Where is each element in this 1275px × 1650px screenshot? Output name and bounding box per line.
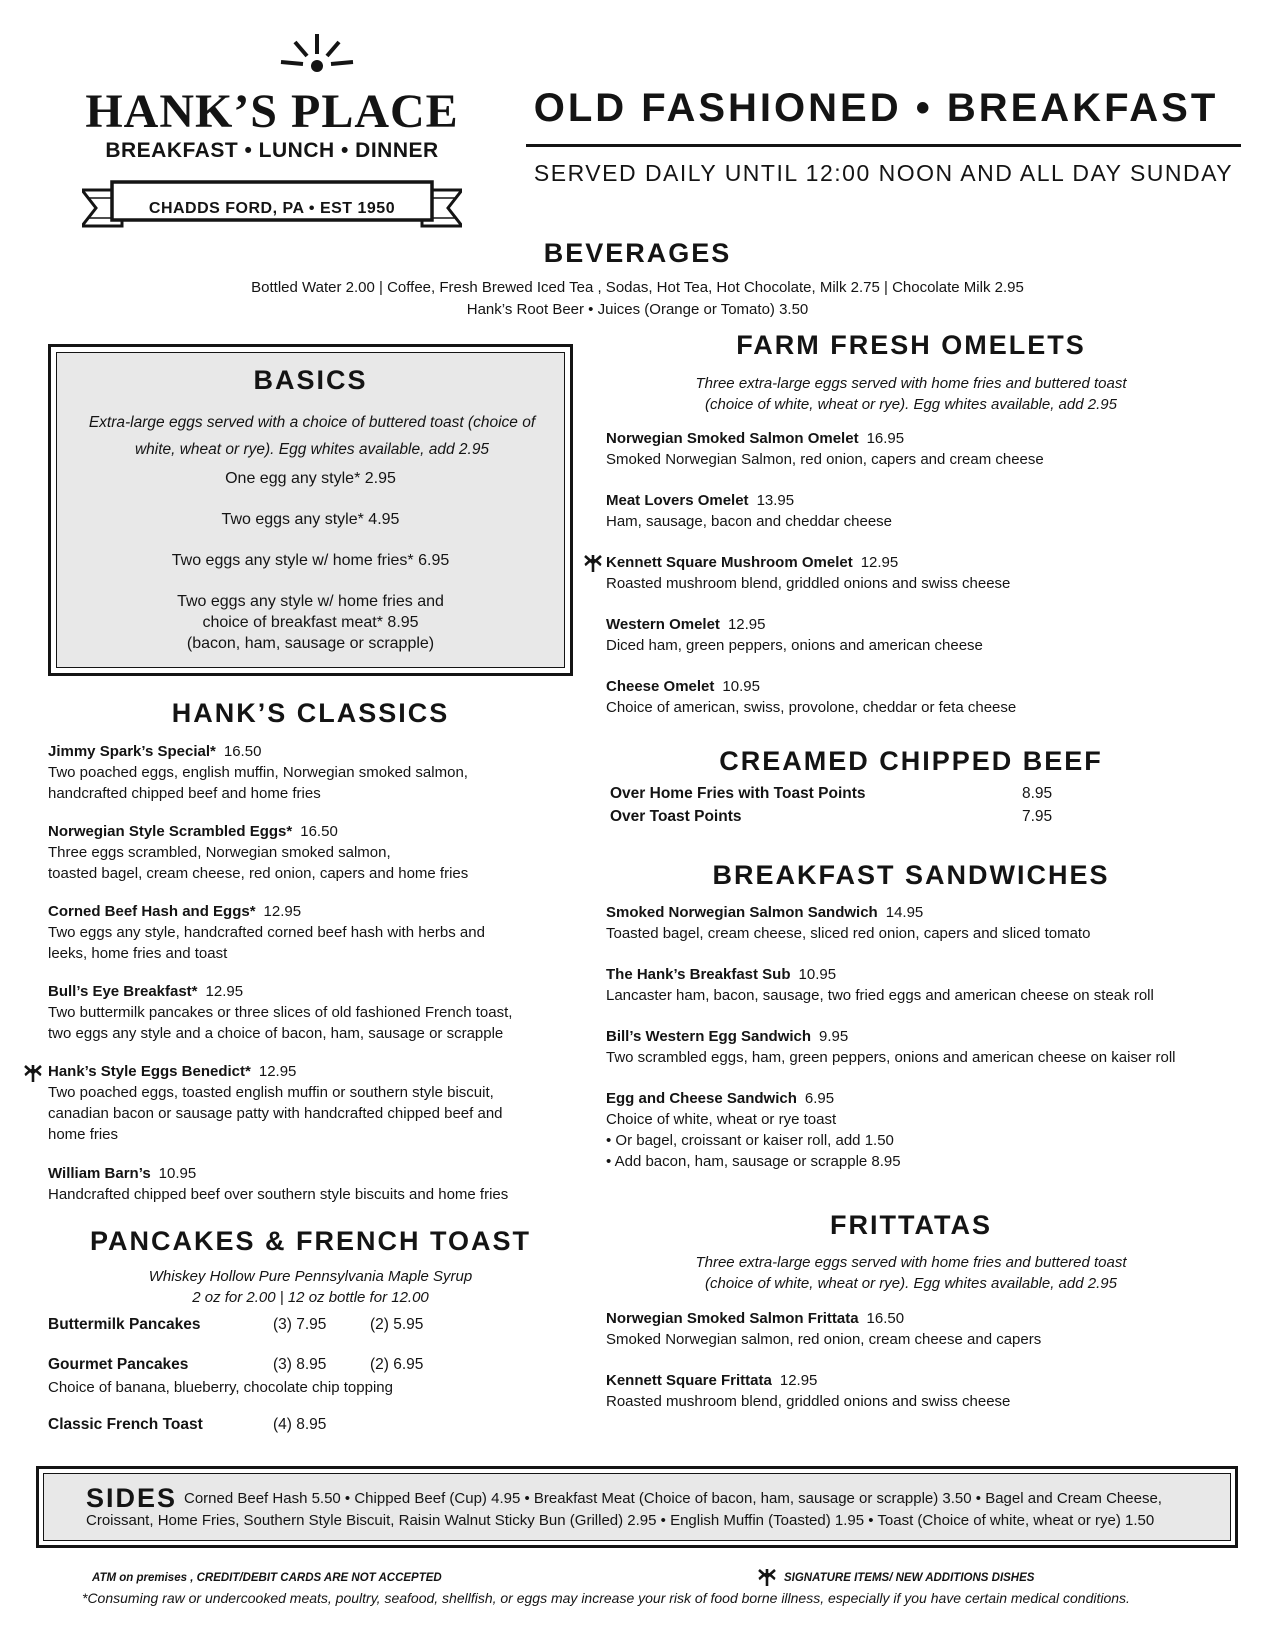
basics-item: Two eggs any style* 4.95 bbox=[221, 511, 400, 528]
pancakes-heading: PANCAKES & FRENCH TOAST bbox=[89, 1226, 532, 1256]
item-name: Jimmy Spark’s Special* bbox=[48, 743, 216, 760]
item-description: Ham, sausage, bacon and cheddar cheese bbox=[606, 513, 893, 530]
frittatas-note: (choice of white, wheat or rye). Egg whites available, add 2.95 bbox=[705, 1275, 1117, 1292]
item-price: 10.95 bbox=[722, 678, 760, 695]
basics-item: Two eggs any style w/ home fries and bbox=[177, 593, 444, 610]
basics-item: One egg any style* 2.95 bbox=[225, 470, 396, 487]
item-name: The Hank’s Breakfast Sub bbox=[606, 966, 791, 983]
item-name: Norwegian Style Scrambled Eggs* bbox=[48, 823, 293, 840]
menu-item bbox=[606, 1026, 1266, 1068]
item-name: Over Home Fries with Toast Points bbox=[610, 785, 866, 802]
sun-rays-icon bbox=[277, 32, 357, 77]
item-description: Smoked Norwegian Salmon, red onion, capers and cream cheese bbox=[606, 451, 1044, 468]
item-name: Norwegian Smoked Salmon Frittata bbox=[606, 1310, 859, 1327]
beverages-line-1: Bottled Water 2.00 | Coffee, Fresh Brewed Iced Tea , Sodas, Hot Tea, Hot Chocolate, Milk 2.75 | Chocolate Milk 2.95 bbox=[251, 279, 1024, 296]
beverages-line-2: Hank’s Root Beer • Juices (Orange or Tomato) 3.50 bbox=[466, 301, 809, 318]
menu-item bbox=[48, 1163, 588, 1205]
item-price: 9.95 bbox=[819, 1028, 849, 1045]
signature-item-icon bbox=[756, 1566, 778, 1588]
item-price: (2) 5.95 bbox=[370, 1316, 424, 1333]
classics-heading: HANK’S CLASSICS bbox=[171, 698, 450, 728]
signature-item-icon bbox=[582, 552, 604, 574]
item-price: 10.95 bbox=[798, 966, 837, 983]
item-description: home fries bbox=[48, 1126, 119, 1143]
item-description: two eggs any style and a choice of bacon, ham, sausage or scrapple bbox=[48, 1025, 504, 1042]
item-description: Lancaster ham, bacon, sausage, two fried eggs and american cheese on steak roll bbox=[606, 987, 1154, 1004]
item-description: canadian bacon or sausage patty with handcrafted chipped beef and bbox=[48, 1105, 503, 1122]
item-price: (2) 6.95 bbox=[370, 1356, 424, 1373]
omelets-note: (choice of white, wheat or rye). Egg whites available, add 2.95 bbox=[705, 396, 1117, 413]
item-description: Toasted bagel, cream cheese, sliced red onion, capers and sliced tomato bbox=[606, 925, 1091, 942]
item-price: 12.95 bbox=[258, 1063, 297, 1080]
menu-item bbox=[48, 821, 578, 884]
item-name: Cheese Omelet bbox=[606, 678, 715, 695]
item-description: Roasted mushroom blend, griddled onions and swiss cheese bbox=[606, 575, 1011, 592]
item-name: Buttermilk Pancakes bbox=[48, 1316, 201, 1333]
menu-item bbox=[606, 428, 1246, 470]
creamed-row bbox=[610, 808, 1070, 826]
menu-item bbox=[606, 964, 1256, 1006]
menu-item bbox=[606, 676, 1246, 718]
menu-item bbox=[606, 902, 1256, 944]
pancake-row bbox=[48, 1356, 588, 1374]
item-price: 12.95 bbox=[779, 1372, 818, 1389]
page-title: OLD FASHIONED • BREAKFAST bbox=[533, 86, 1219, 130]
item-price: 16.50 bbox=[223, 743, 262, 760]
omelets-note: Three extra-large eggs served with home fries and buttered toast bbox=[695, 375, 1127, 392]
logo-location: CHADDS FORD, PA • EST 1950 bbox=[148, 200, 396, 217]
item-price: 12.95 bbox=[727, 616, 766, 633]
item-description: Choice of banana, blueberry, chocolate chip topping bbox=[48, 1379, 393, 1396]
item-name: Western Omelet bbox=[606, 616, 720, 633]
basics-item-note: (bacon, ham, sausage or scrapple) bbox=[186, 635, 435, 652]
header-divider bbox=[526, 144, 1241, 147]
sandwiches-heading: BREAKFAST SANDWICHES bbox=[712, 860, 1110, 890]
frittatas-heading: FRITTATAS bbox=[830, 1210, 992, 1240]
sides-line-2: Croissant, Home Fries, Southern Style Biscuit, Raisin Walnut Sticky Bun (Grilled) 2.95 • English Muffin (Toasted) 1.95 • Toast (Choice of white, wheat or rye) 1.50 bbox=[86, 1512, 1155, 1529]
item-description: Handcrafted chipped beef over southern style biscuits and home fries bbox=[48, 1186, 509, 1203]
item-description: Choice of american, swiss, provolone, cheddar or feta cheese bbox=[606, 699, 1017, 716]
item-name: Smoked Norwegian Salmon Sandwich bbox=[606, 904, 878, 921]
item-description: Smoked Norwegian salmon, red onion, cream cheese and capers bbox=[606, 1331, 1042, 1348]
item-description: Choice of white, wheat or rye toast bbox=[606, 1111, 837, 1128]
item-description: toasted bagel, cream cheese, red onion, capers and home fries bbox=[48, 865, 469, 882]
basics-heading: BASICS bbox=[253, 365, 368, 395]
item-name: Kennett Square Frittata bbox=[606, 1372, 772, 1389]
logo-meals: BREAKFAST • LUNCH • DINNER bbox=[105, 139, 439, 162]
item-name: Hank’s Style Eggs Benedict* bbox=[48, 1063, 251, 1080]
frittatas-note: Three extra-large eggs served with home fries and buttered toast bbox=[695, 1254, 1127, 1271]
item-name: William Barn’s bbox=[48, 1165, 151, 1182]
hanks-place-logo bbox=[62, 32, 482, 217]
item-name: Norwegian Smoked Salmon Omelet bbox=[606, 430, 859, 447]
item-description: leeks, home fries and toast bbox=[48, 945, 228, 962]
item-description: Diced ham, green peppers, onions and american cheese bbox=[606, 637, 983, 654]
atm-note: ATM on premises , CREDIT/DEBIT CARDS ARE NOT ACCEPTED bbox=[92, 1572, 442, 1584]
menu-item bbox=[606, 1308, 1256, 1350]
item-description: • Add bacon, ham, sausage or scrapple 8.95 bbox=[606, 1153, 901, 1170]
item-price: 16.95 bbox=[866, 430, 905, 447]
sides-heading: SIDES bbox=[86, 1483, 178, 1513]
menu-item bbox=[48, 1061, 578, 1145]
item-description: Two buttermilk pancakes or three slices of old fashioned French toast, bbox=[48, 1004, 513, 1021]
beverages-heading: BEVERAGES bbox=[543, 238, 732, 268]
sides-line-1: Corned Beef Hash 5.50 • Chipped Beef (Cup) 4.95 • Breakfast Meat (Choice of bacon, ham, sausage or scrapple) 3.50 • Bagel and Cream Cheese, bbox=[184, 1490, 1162, 1507]
sides-box bbox=[36, 1466, 1238, 1548]
signature-legend: SIGNATURE ITEMS/ NEW ADDITIONS DISHES bbox=[784, 1572, 1035, 1584]
item-price: 16.50 bbox=[300, 823, 338, 840]
item-price: (3) 7.95 bbox=[273, 1316, 327, 1333]
item-description: Two eggs any style, handcrafted corned beef hash with herbs and bbox=[48, 924, 485, 941]
menu-item bbox=[48, 901, 578, 964]
creamed-row bbox=[610, 785, 1070, 803]
item-price: 7.95 bbox=[1022, 808, 1053, 825]
item-name: Kennett Square Mushroom Omelet bbox=[606, 554, 853, 571]
menu-item bbox=[48, 981, 578, 1044]
menu-item bbox=[606, 614, 1246, 656]
basics-item: choice of breakfast meat* 8.95 bbox=[202, 614, 419, 631]
item-description: Two poached eggs, toasted english muffin or southern style biscuit, bbox=[48, 1084, 494, 1101]
pancake-row bbox=[48, 1316, 588, 1334]
menu-item bbox=[606, 552, 1246, 594]
item-name: Bull’s Eye Breakfast* bbox=[48, 983, 198, 1000]
item-price: 12.95 bbox=[205, 983, 244, 1000]
menu-item bbox=[606, 490, 1246, 532]
menu-item bbox=[606, 1370, 1256, 1412]
item-description: • Or bagel, croissant or kaiser roll, add 1.50 bbox=[606, 1132, 894, 1149]
item-description: Two poached eggs, english muffin, Norwegian smoked salmon, bbox=[48, 764, 468, 781]
signature-item-icon bbox=[22, 1062, 44, 1084]
item-price: (3) 8.95 bbox=[273, 1356, 327, 1373]
item-description: Roasted mushroom blend, griddled onions and swiss cheese bbox=[606, 1393, 1011, 1410]
item-name: Over Toast Points bbox=[610, 808, 742, 825]
page-subtitle: SERVED DAILY UNTIL 12:00 NOON AND ALL DAY SUNDAY bbox=[533, 160, 1234, 186]
food-safety-warning: *Consuming raw or undercooked meats, poultry, seafood, shellfish, or eggs may increase your risk of food borne illness, especially if you have certain medical conditions. bbox=[82, 1590, 1130, 1606]
item-description: Three eggs scrambled, Norwegian smoked salmon, bbox=[48, 844, 391, 861]
item-price: 10.95 bbox=[158, 1165, 197, 1182]
creamed-beef-heading: CREAMED CHIPPED BEEF bbox=[719, 746, 1103, 776]
item-name: Egg and Cheese Sandwich bbox=[606, 1090, 797, 1107]
item-price: 12.95 bbox=[263, 903, 302, 920]
basics-description: Extra-large eggs served with a choice of buttered toast (choice of white, wheat or rye). Egg whites available, add 2.95 bbox=[88, 414, 536, 458]
item-name: Meat Lovers Omelet bbox=[606, 492, 749, 509]
item-name: Classic French Toast bbox=[48, 1416, 203, 1433]
item-price: 6.95 bbox=[804, 1090, 835, 1107]
item-description: Two scrambled eggs, ham, green peppers, onions and american cheese on kaiser roll bbox=[606, 1049, 1176, 1066]
item-price: 14.95 bbox=[885, 904, 924, 921]
omelets-heading: FARM FRESH OMELETS bbox=[736, 330, 1086, 360]
pancakes-note: 2 oz for 2.00 | 12 oz bottle for 12.00 bbox=[192, 1289, 429, 1306]
item-price: 13.95 bbox=[756, 492, 795, 509]
item-price: (4) 8.95 bbox=[273, 1416, 327, 1433]
item-price: 8.95 bbox=[1022, 785, 1053, 802]
menu-item bbox=[48, 741, 578, 804]
menu-item bbox=[606, 1088, 1256, 1172]
item-name: Bill’s Western Egg Sandwich bbox=[606, 1028, 812, 1045]
basics-box bbox=[48, 344, 573, 676]
item-description: handcrafted chipped beef and home fries bbox=[48, 785, 321, 802]
logo-name: HANK’S PLACE bbox=[85, 85, 459, 138]
item-price: 12.95 bbox=[860, 554, 899, 571]
item-name: Gourmet Pancakes bbox=[48, 1356, 189, 1373]
item-price: 16.50 bbox=[866, 1310, 905, 1327]
basics-item: Two eggs any style w/ home fries* 6.95 bbox=[171, 552, 450, 569]
pancakes-note: Whiskey Hollow Pure Pennsylvania Maple Syrup bbox=[148, 1268, 473, 1285]
pancake-row bbox=[48, 1416, 588, 1434]
item-name: Corned Beef Hash and Eggs* bbox=[48, 903, 256, 920]
